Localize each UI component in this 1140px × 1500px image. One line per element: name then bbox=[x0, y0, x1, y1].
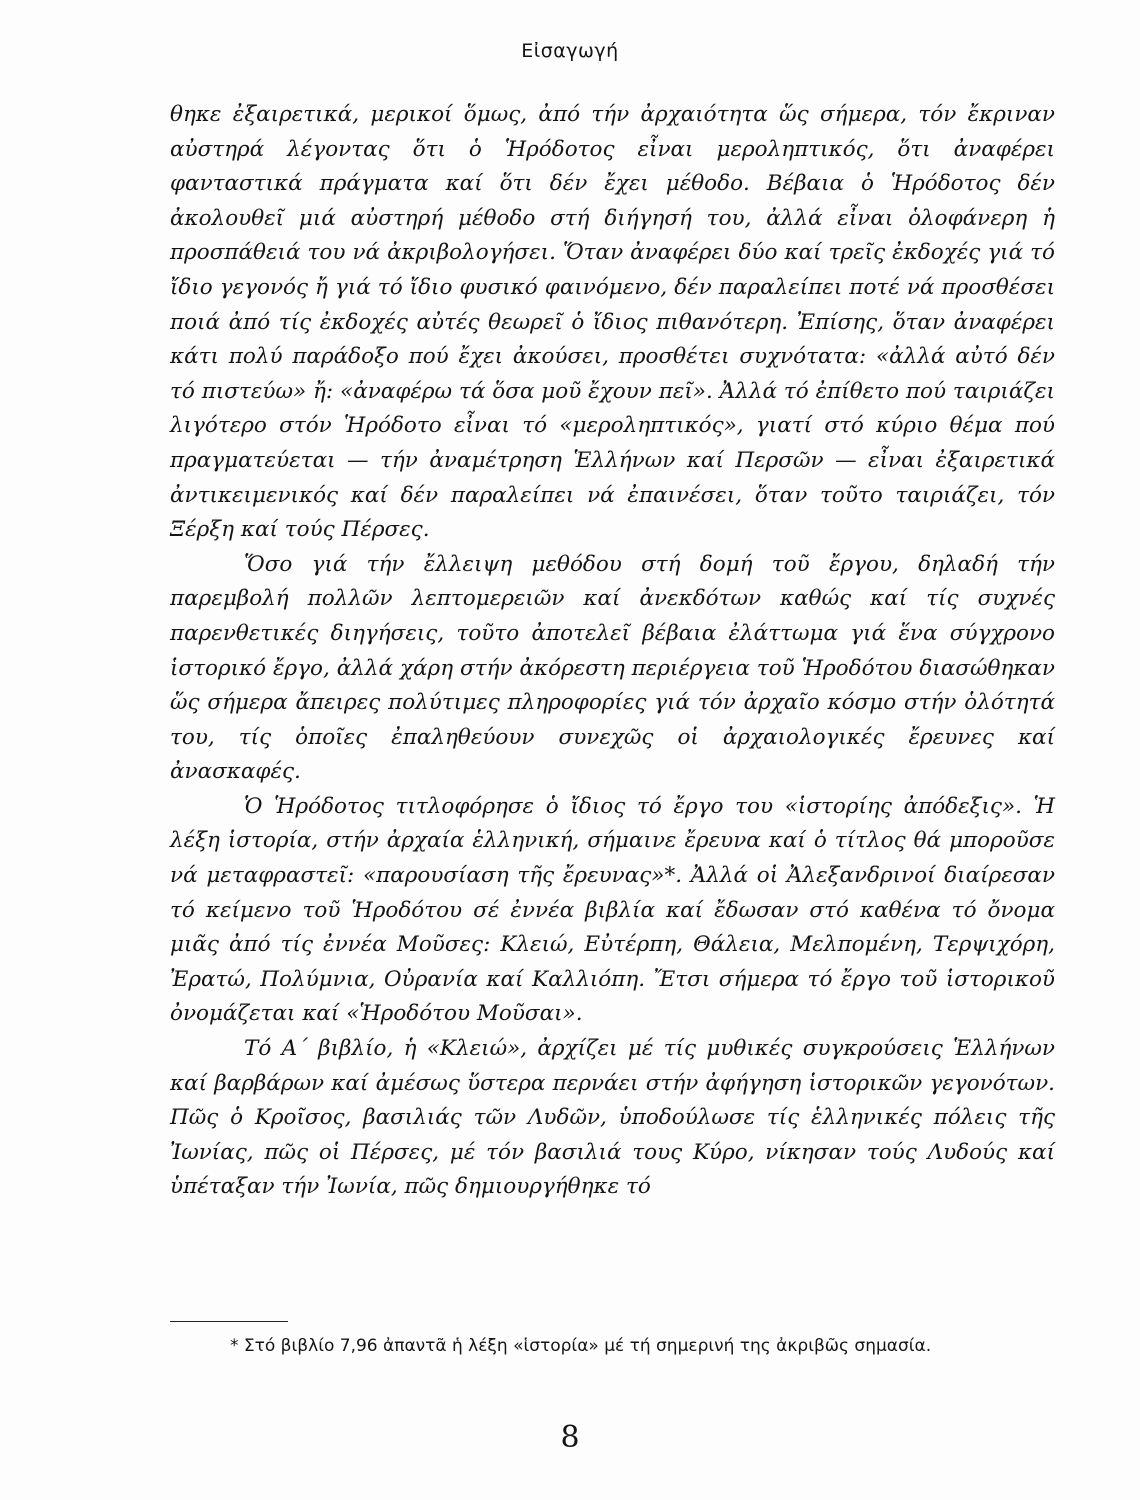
paragraph-2: Ὅσο γιά τήν ἔλλειψη μεθόδου στή δομή τοῦ ἔργου, δηλαδή τήν παρεμβολή πολλῶν λεπτομερειῶν καί ἀνεκδότων καθώς καί τίς συχνές παρενθετικές διηγήσεις, τοῦτο ἀποτελεῖ βέβαια ἐλάττωμα γιά ἕνα σύγχρονο ἱστορικό ἔργο, ἀλλά χάρη στήν ἀκόρεστη περιέργεια τοῦ Ἡροδότου διασώθηκαν ὥς σήμερα ἄπειρες πολύτιμες πληροφορίες γιά τόν ἀρχαῖο κόσμο στήν ὁλότητά του, τίς ὁποῖες ἐπαληθεύουν συνεχῶς οἱ ἀρχαιολογικές ἔρευνες καί ἀνασκαφές. bbox=[170, 551, 1055, 785]
paragraph-3: Ὁ Ἡρόδοτος τιτλοφόρησε ὁ ἴδιος τό ἔργο του «ἱστορίης ἀπόδεξις». Ἡ λέξη ἱστορία, στήν ἀρχαία ἑλληνική, σήμαινε ἔρευνα καί ὁ τίτλος θά μποροῦσε νά μεταφραστεῖ: «παρουσίαση τῆς ἔρευνας»*. Ἀλλά οἱ Ἀλεξανδρινοί διαίρεσαν τό κείμενο τοῦ Ἡροδότου σέ ἐννέα βιβλία καί ἔδωσαν στό καθένα τό ὄνομα μιᾶς ἀπό τίς ἐννέα Μοῦσες: Κλειώ, Εὐτέρπη, Θάλεια, Μελπομένη, Τερψιχόρη, Ἐρατώ, Πολύμνια, Οὐρανία καί Καλλιόπη. Ἔτσι σήμερα τό ἔργο τοῦ ἱστορικοῦ ὀνομάζεται καί «Ἡροδότου Μοῦσαι». bbox=[170, 793, 1055, 1027]
running-head-title: Εἰσαγωγή bbox=[521, 40, 619, 62]
paragraph-4: Τό Α΄ βιβλίο, ἡ «Κλειώ», ἀρχίζει μέ τίς μυθικές συγκρούσεις Ἑλλήνων καί βαρβάρων καί ἀμέσως ὕστερα περνάει στήν ἀφήγηση ἱστορικῶν γεγονότων. Πῶς ὁ Κροῖσος, βασιλιάς τῶν Λυδῶν, ὑποδούλωσε τίς ἑλληνικές πόλεις τῆς Ἰωνίας, πῶς οἱ Πέρσες, μέ τόν βασιλιά τους Κύρο, νίκησαν τούς Λυδούς καί ὑπέταξαν τήν Ἰωνία, πῶς δημιουργήθηκε τό bbox=[170, 1036, 1055, 1200]
footnote-divider bbox=[170, 1321, 288, 1322]
body-text bbox=[170, 98, 1055, 1205]
footnote bbox=[170, 1330, 1055, 1363]
page-number: 8 bbox=[560, 1420, 580, 1455]
footnote-text: * Στό βιβλίο 7,96 ἀπαντᾶ ἡ λέξη «ἱστορία» μέ τή σημερινή της ἀκριβῶς σημασία. bbox=[230, 1336, 932, 1356]
paragraph-1: θηκε ἐξαιρετικά, μερικοί ὅμως, ἀπό τήν ἀρχαιότητα ὥς σήμερα, τόν ἔκριναν αὐστηρά λέγοντας ὅτι ὁ Ἡρόδοτος εἶναι μεροληπτικός, ὅτι ἀναφέρει φανταστικά πράγματα καί ὅτι δέν ἔχει μέθοδο. Βέβαια ὁ Ἡρόδοτος δέν ἀκολουθεῖ μιά αὐστηρή μέθοδο στή διήγησή του, ἀλλά εἶναι ὁλοφάνερη ἡ προσπάθειά του νά ἀκριβολογήσει. Ὅταν ἀναφέρει δύο καί τρεῖς ἐκδοχές γιά τό ἴδιο γεγονός ἤ γιά τό ἴδιο φυσικό φαινόμενο, δέν παραλείπει ποτέ νά προσθέσει ποιά ἀπό τίς ἐκδοχές αὐτές θεωρεῖ ὁ ἴδιος πιθανότερη. Ἐπίσης, ὅταν ἀναφέρει κάτι πολύ παράδοξο πού ἔχει ἀκούσει, προσθέτει συχνότατα: «ἀλλά αὐτό δέν τό πιστεύω» ἤ: «ἀναφέρω τά ὅσα μοῦ ἔχουν πεῖ». Ἀλλά τό ἐπίθετο πού ταιριάζει λιγότερο στόν Ἡρόδοτο εἶναι τό «μεροληπτικός», γιατί στό κύριο θέμα πού πραγματεύεται — τήν ἀναμέτρηση Ἑλλήνων καί Περσῶν — εἶναι ἐξαιρετικά ἀντικειμενικός καί δέν παραλείπει νά ἐπαινέσει, ὅταν τοῦτο ταιριάζει, τόν Ξέρξη καί τούς Πέρσες. bbox=[170, 102, 1055, 543]
